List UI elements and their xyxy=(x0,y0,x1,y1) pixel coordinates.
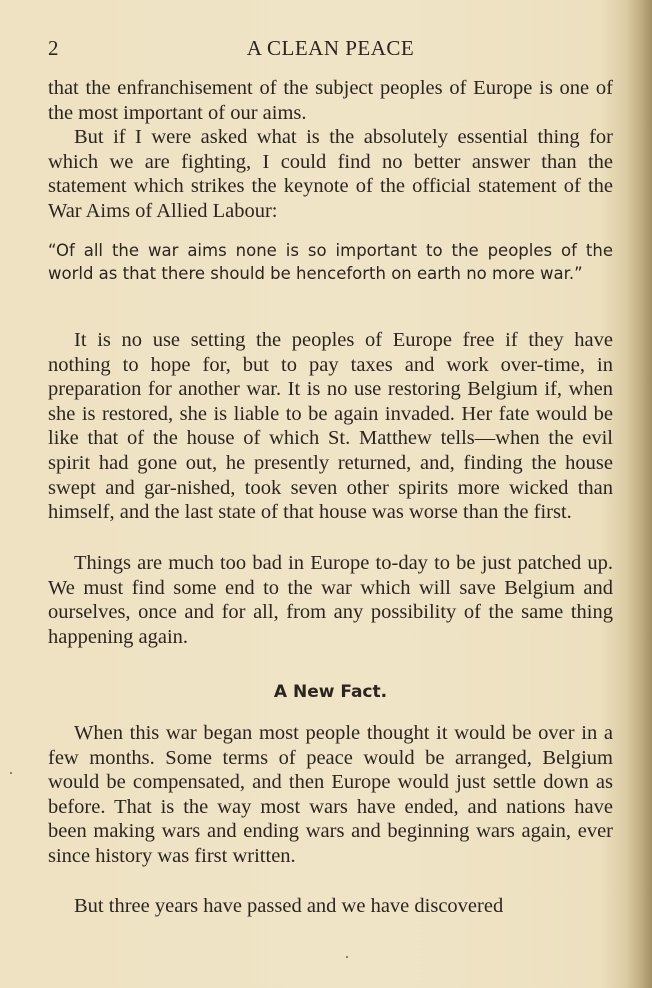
paragraph-enfranchisement: that the enfranchisement of the subject peoples of Europe is one of the most important of our aims. xyxy=(48,77,613,124)
page-header xyxy=(48,36,613,64)
paragraph-war-began: When this war began most people thought it would be over in a few months. Some terms of peace would be arranged, Belgium would be compensated, and then Europe would just settle down as before. That is the way most wars have ended, and nations have been making wars and ending wars and beginning wars again, ever since history was first written. xyxy=(48,722,613,867)
paragraph-three-years: But three years have passed and we have discovered xyxy=(74,895,504,917)
paper-speck xyxy=(346,956,348,958)
paragraph-patched-up: Things are much too bad in Europe to-day to be just patched up. We must find some end to the war which will save Belgium and ourselves, once and for all, from any possibility of the same thing happening again. xyxy=(48,552,613,648)
paragraph-setting-free: It is no use setting the peoples of Europe free if they have nothing to hope for, but to pay taxes and work over-time, in preparation for another war. It is no use restoring Belgium if, when she is restored, she is liable to be again invaded. Her fate would be like that of the house of which St. Matthew tells—when the evil spirit had gone out, he presently returned, and, finding the house swept and gar-nished, took seven other spirits more wicked than himself, and the last state of that house was worse than the first. xyxy=(48,329,613,524)
paper-speck xyxy=(10,772,12,774)
page-gutter-shadow xyxy=(626,0,652,988)
page-number: 2 xyxy=(48,36,59,60)
labour-war-aims-quote: “Of all the war aims none is so important to the peoples of the world as that there should be henceforth on earth no more war.” xyxy=(48,241,613,283)
section-heading: A New Fact. xyxy=(273,682,388,702)
paragraph-essential-thing: But if I were asked what is the absolutely essential thing for which we are fighting, I could find no better answer than the statement which strikes the keynote of the official statement of the War Aims of Allied Labour: xyxy=(48,126,613,222)
running-head: A CLEAN PEACE xyxy=(246,36,415,60)
